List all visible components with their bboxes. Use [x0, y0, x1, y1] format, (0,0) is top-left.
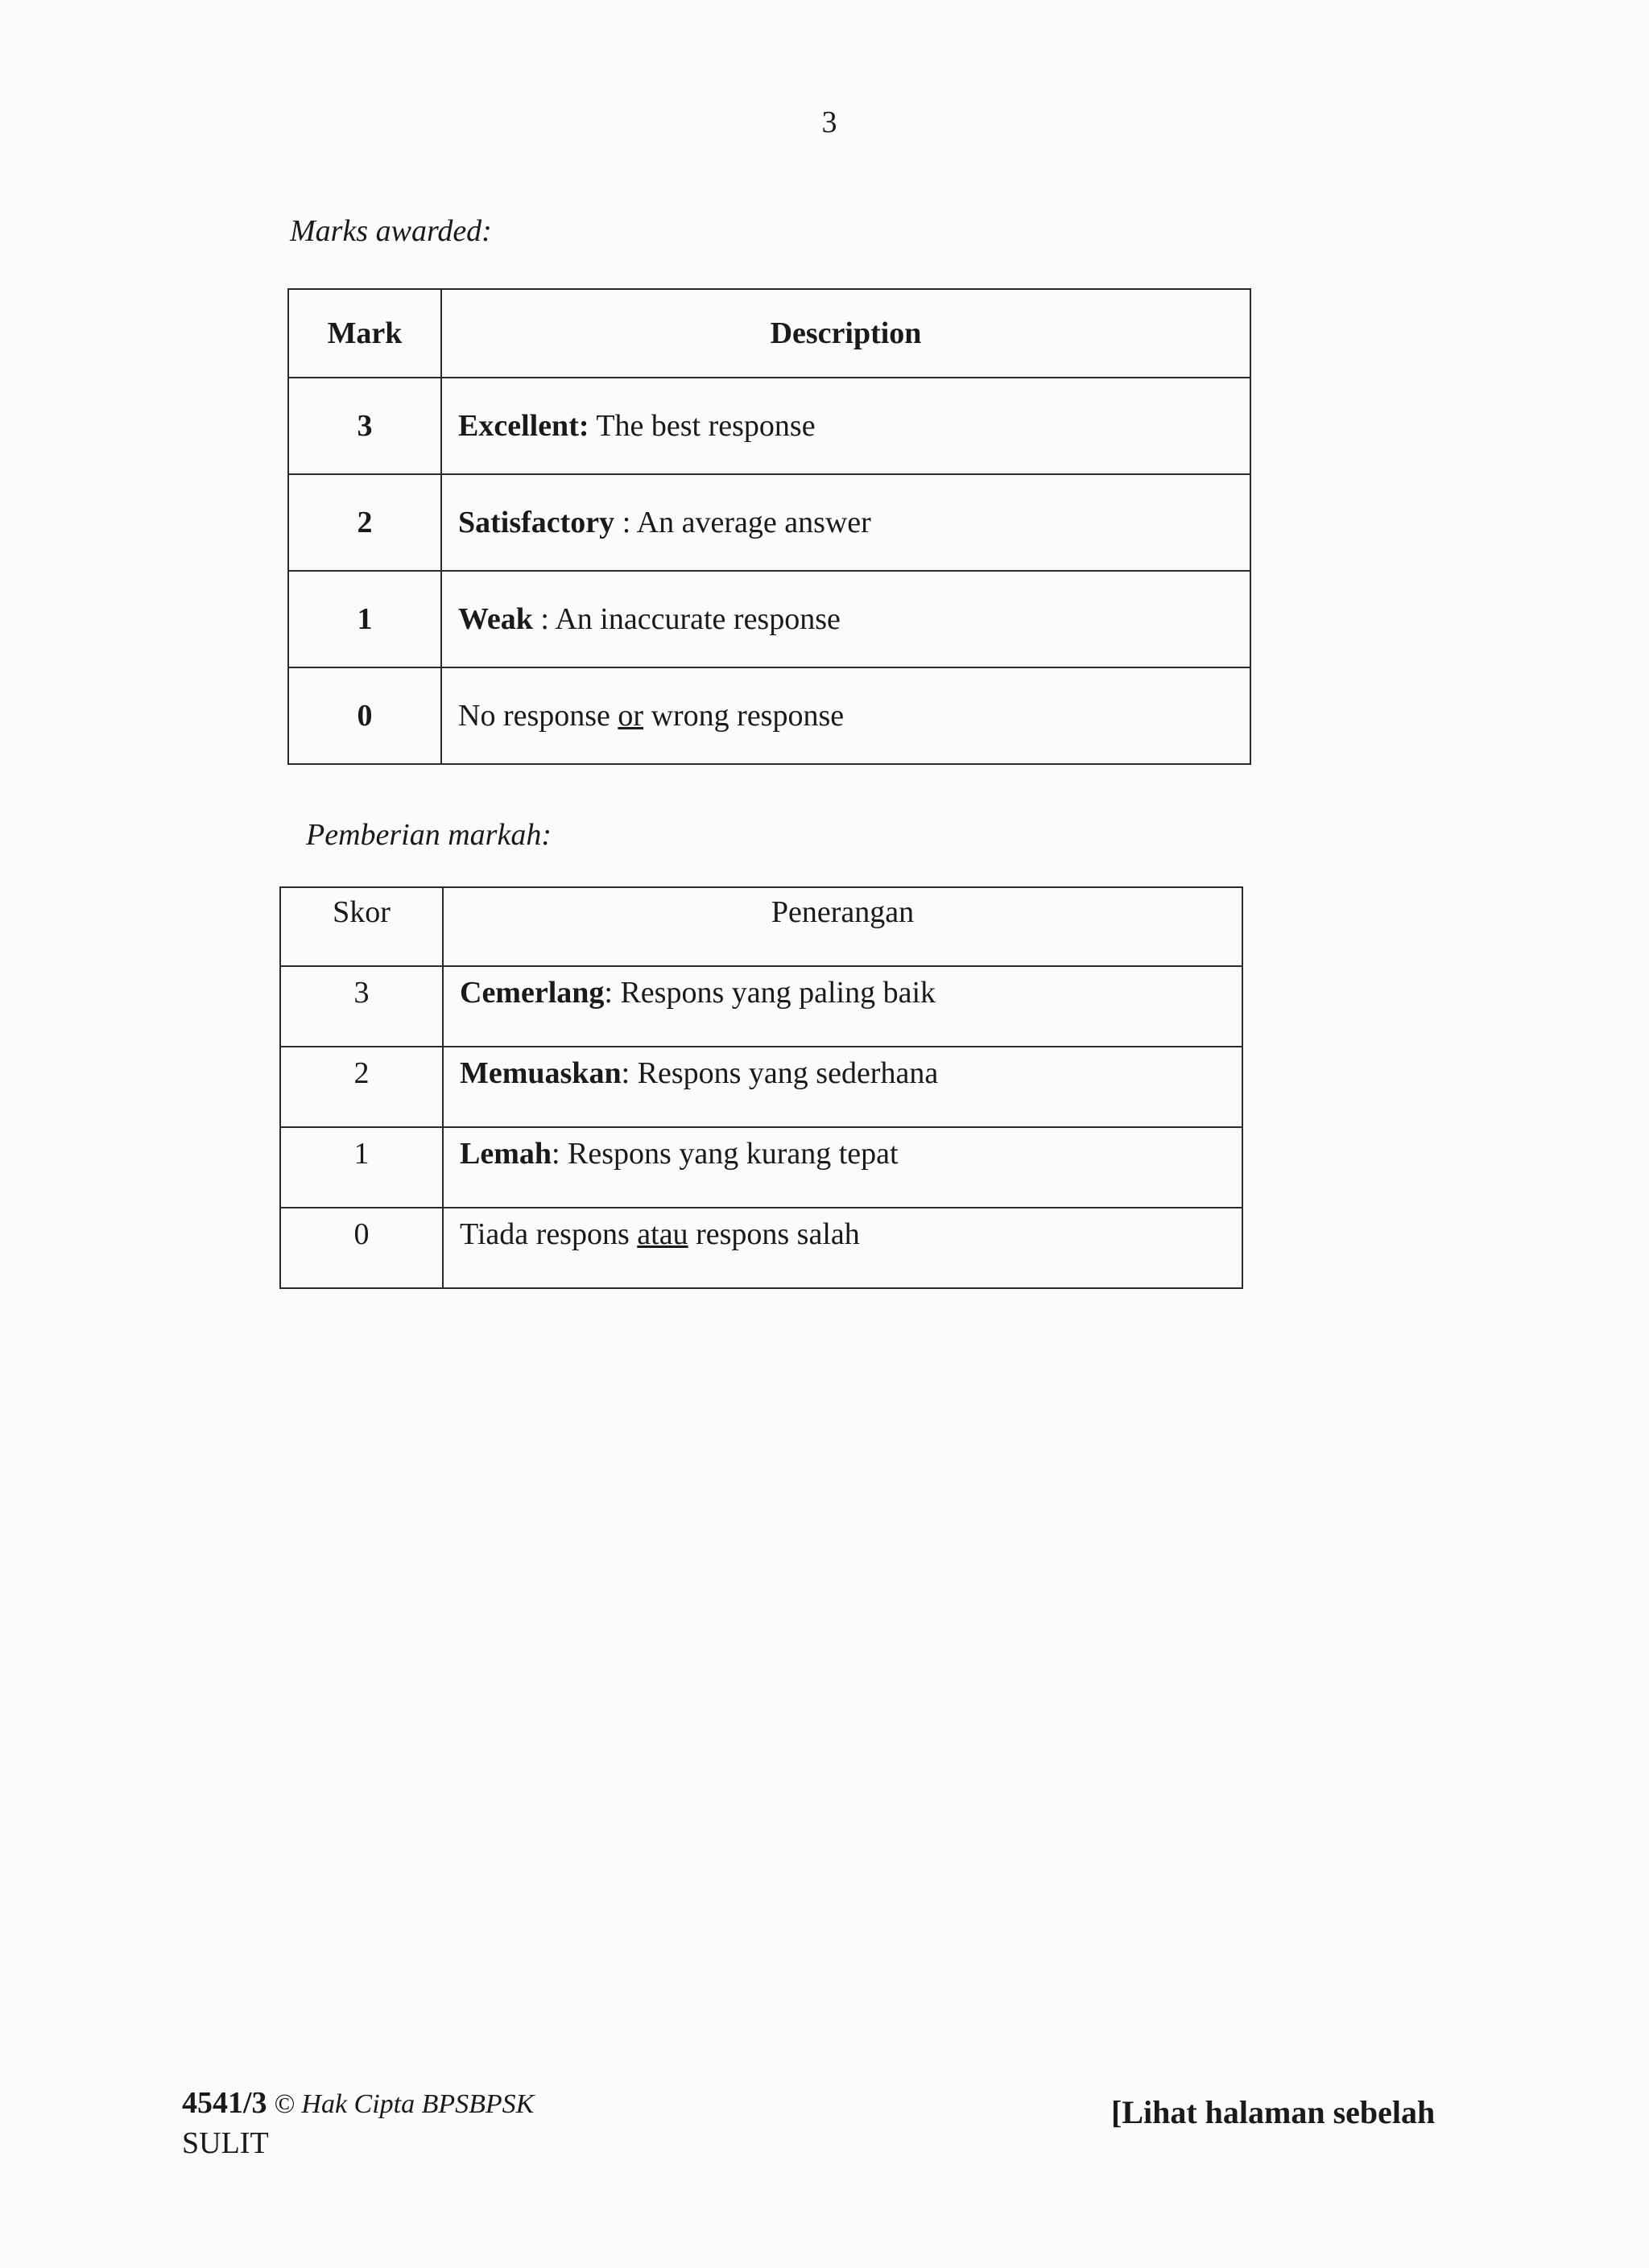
marks-table-malay — [279, 886, 1243, 1289]
description-text: wrong response — [643, 699, 845, 733]
marks-awarded-heading: Marks awarded: — [290, 214, 492, 248]
paper-code: 4541/3 — [182, 2086, 267, 2120]
table-row — [280, 1208, 1242, 1288]
description-cell — [441, 378, 1250, 474]
marks-table-english — [287, 288, 1251, 765]
description-label: Cemerlang — [460, 976, 605, 1010]
next-page-note: [Lihat halaman sebelah — [1111, 2094, 1436, 2130]
description-text: : Respons yang paling baik — [604, 976, 936, 1010]
description-underlined: or — [618, 699, 644, 733]
description-text: No response — [458, 699, 618, 733]
description-text: : An average answer — [614, 506, 871, 539]
pemberian-markah-heading: Pemberian markah: — [306, 818, 552, 852]
mark-cell: 2 — [288, 474, 441, 571]
footer-paper-code — [182, 2085, 534, 2121]
page-number: 3 — [821, 105, 837, 139]
description-underlined: atau — [637, 1217, 688, 1251]
description-cell — [441, 571, 1250, 667]
description-label: Memuaskan — [460, 1056, 622, 1090]
description-text: : Respons yang kurang tepat — [552, 1137, 899, 1171]
description-label: Satisfactory — [458, 506, 615, 539]
description-cell — [441, 667, 1250, 764]
classification-label: SULIT — [182, 2126, 269, 2160]
table-row — [280, 1127, 1242, 1208]
table-row — [288, 378, 1250, 474]
description-text: Tiada respons — [460, 1217, 638, 1251]
description-cell — [443, 1127, 1242, 1208]
table-row — [280, 1047, 1242, 1127]
description-cell — [443, 966, 1242, 1047]
mark-cell: 1 — [288, 571, 441, 667]
table-row — [288, 474, 1250, 571]
description-text: The best response — [589, 409, 816, 443]
mark-cell: 3 — [288, 378, 441, 474]
mark-cell: 0 — [280, 1208, 443, 1288]
table-header-row — [280, 887, 1242, 966]
table-row — [280, 966, 1242, 1047]
column-header-skor: Skor — [280, 887, 443, 966]
description-cell — [443, 1208, 1242, 1288]
description-label: Excellent: — [458, 409, 589, 443]
table-row — [288, 571, 1250, 667]
column-header-penerangan: Penerangan — [443, 887, 1242, 966]
column-header-mark: Mark — [288, 289, 441, 378]
description-text: respons salah — [688, 1217, 860, 1251]
column-header-description: Description — [441, 289, 1250, 378]
table-row — [288, 667, 1250, 764]
description-label: Weak — [458, 602, 533, 636]
description-cell — [441, 474, 1250, 571]
copyright-notice: © Hak Cipta BPSBPSK — [267, 2089, 535, 2119]
mark-cell: 2 — [280, 1047, 443, 1127]
mark-cell: 0 — [288, 667, 441, 764]
description-label: Lemah — [460, 1137, 552, 1171]
description-cell — [443, 1047, 1242, 1127]
description-text: : An inaccurate response — [532, 602, 841, 636]
description-text: : Respons yang sederhana — [621, 1056, 939, 1090]
mark-cell: 1 — [280, 1127, 443, 1208]
mark-cell: 3 — [280, 966, 443, 1047]
table-header-row — [288, 289, 1250, 378]
